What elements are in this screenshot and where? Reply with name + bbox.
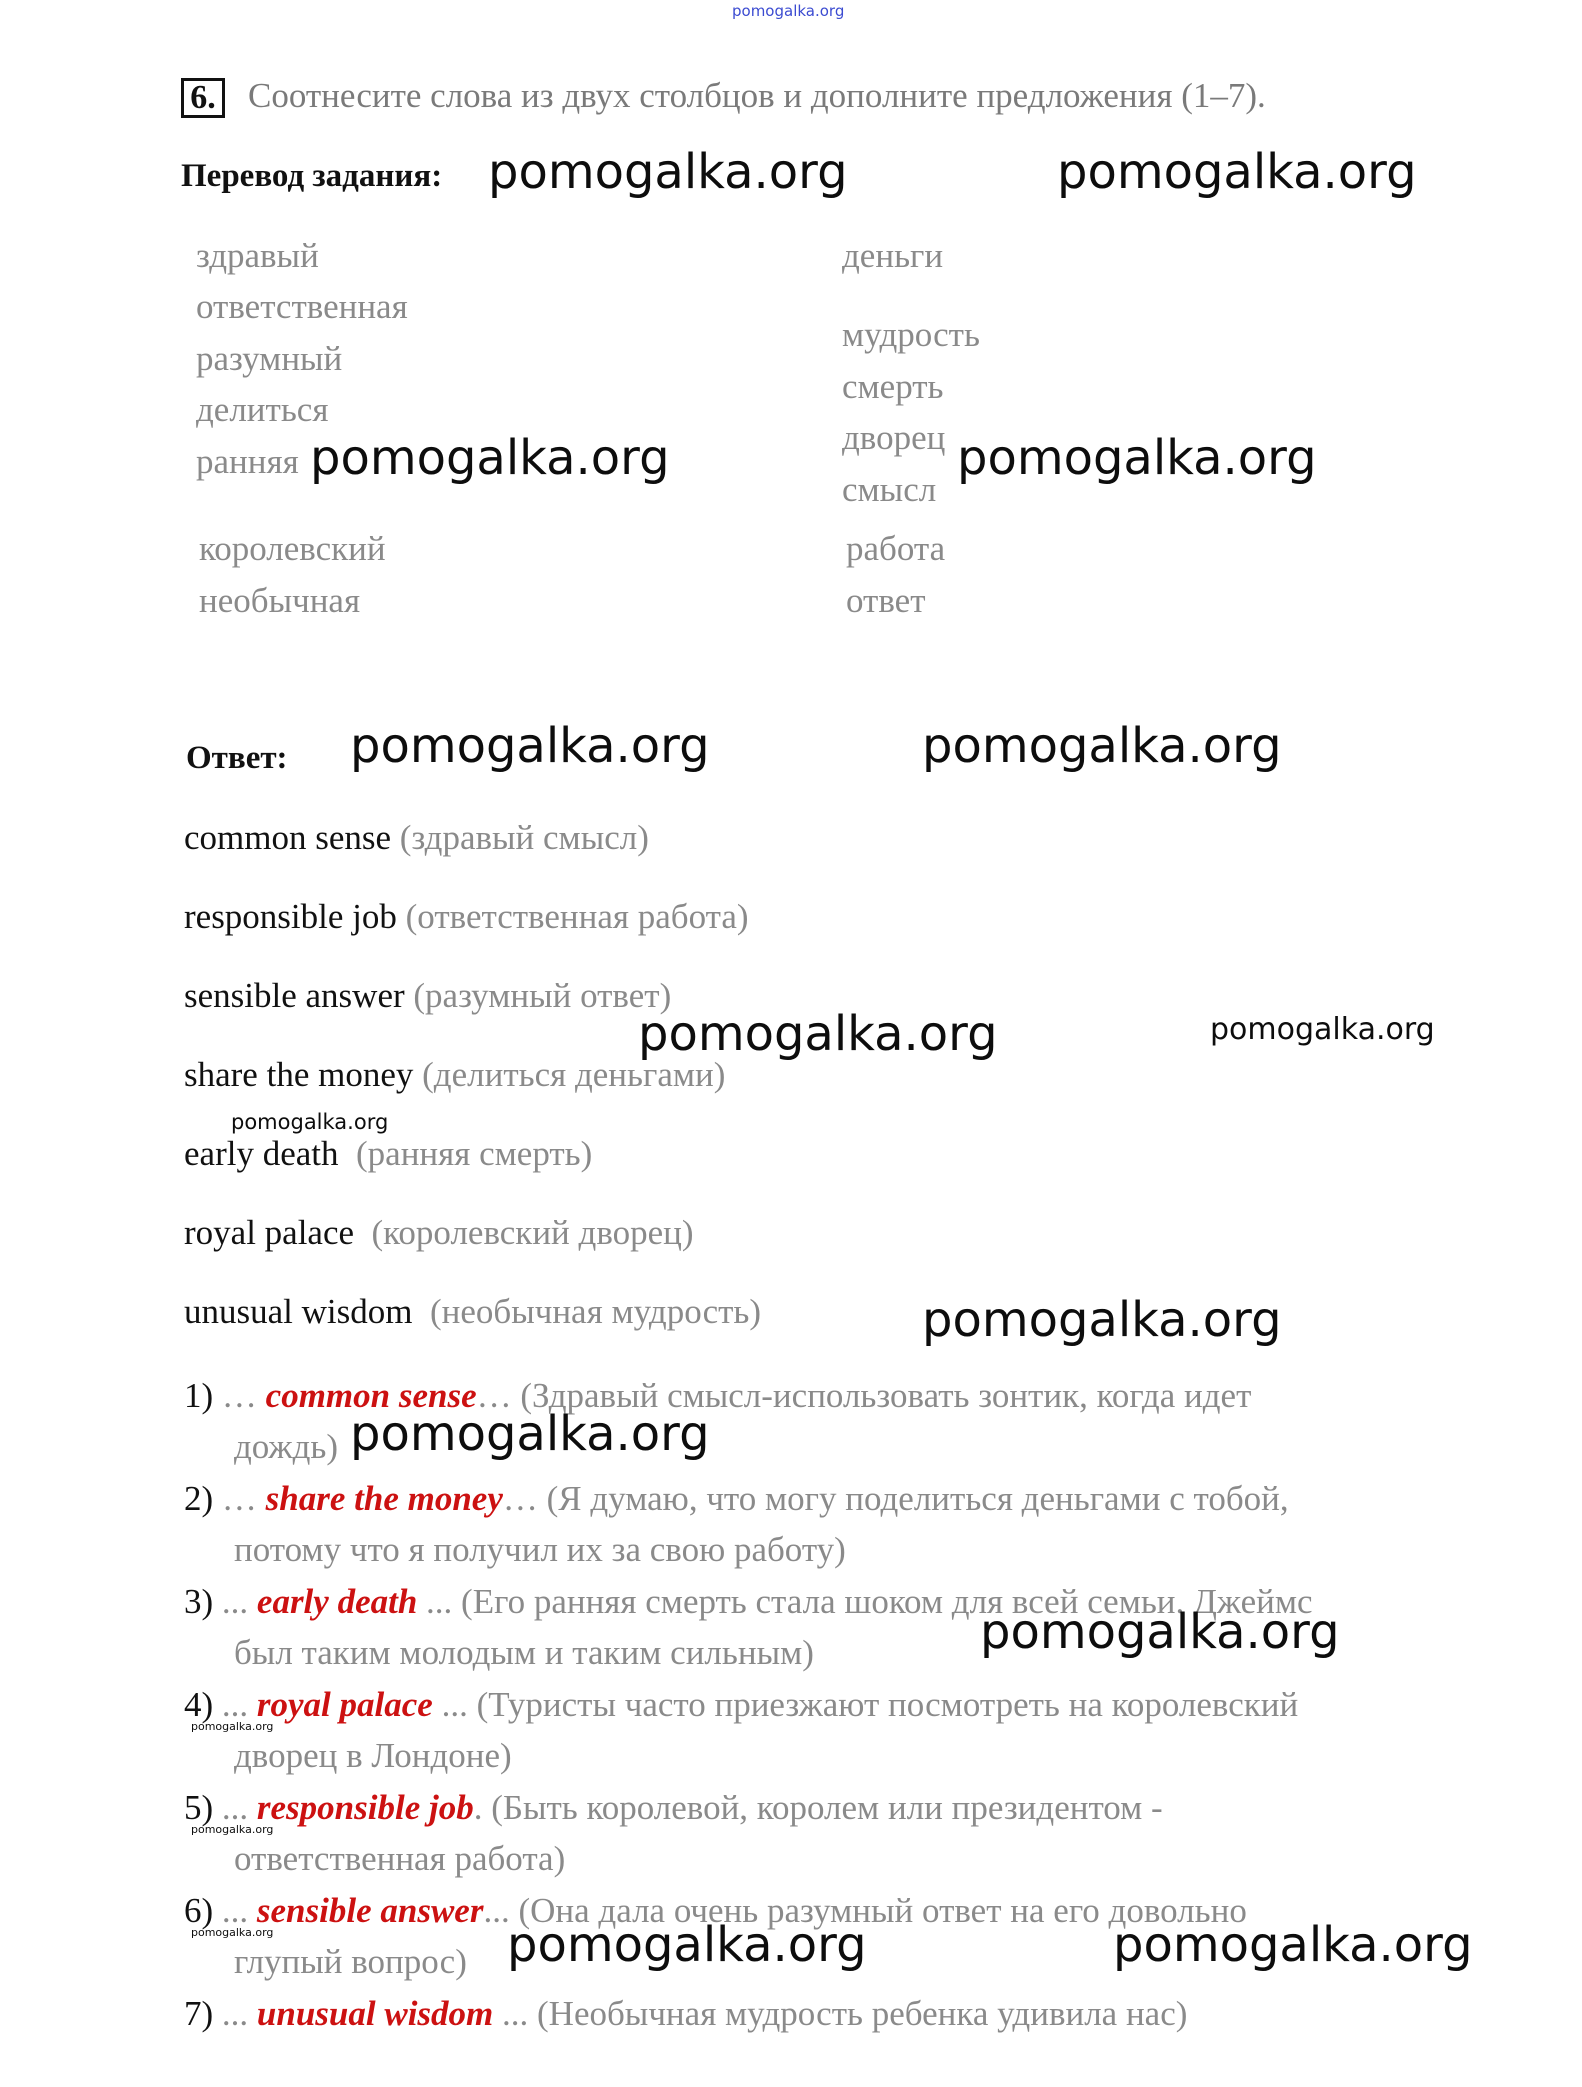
- pair-en: share the money: [184, 1055, 414, 1094]
- sentence-line2: был таким молодым и таким сильным): [234, 1633, 814, 1672]
- pair-en: early death: [184, 1134, 339, 1173]
- sentence-number: 6): [184, 1891, 214, 1930]
- sentence-item: [184, 1988, 1187, 2039]
- watermark: pomogalka.org: [507, 1917, 867, 1973]
- sentence-prefix: ...: [221, 1994, 257, 2033]
- right-word: дворец: [842, 418, 946, 457]
- pair-item: [184, 1134, 592, 1174]
- left-word: ранняя: [196, 442, 299, 481]
- sentence-text: ... (Она дала очень разумный ответ на его довольно: [483, 1891, 1247, 1930]
- right-word: смерть: [842, 367, 944, 406]
- right-word: деньги: [842, 236, 944, 275]
- pair-en: royal palace: [184, 1213, 355, 1252]
- pair-en: sensible answer: [184, 976, 405, 1015]
- pair-item: [184, 976, 671, 1016]
- watermark: pomogalka.org: [310, 430, 670, 486]
- left-word: делиться: [196, 390, 329, 429]
- sentence-answer: responsible job: [256, 1788, 474, 1827]
- right-word: смысл: [842, 470, 937, 509]
- watermark: pomogalka.org: [488, 144, 848, 200]
- watermark: pomogalka.org: [638, 1006, 998, 1062]
- top-watermark: pomogalka.org: [732, 2, 845, 20]
- watermark: pomogalka.org: [191, 1926, 274, 1939]
- sentence-answer: unusual wisdom: [256, 1994, 494, 2033]
- sentence-text: … (Я думаю, что могу поделиться деньгами с тобой,: [502, 1479, 1289, 1518]
- sentence-answer: royal palace: [256, 1685, 433, 1724]
- sentence-number: 2): [184, 1479, 214, 1518]
- sentence-prefix: ...: [221, 1788, 257, 1827]
- right-word: работа: [846, 529, 946, 568]
- sentence-answer: sensible answer: [256, 1891, 484, 1930]
- watermark: pomogalka.org: [1113, 1917, 1473, 1973]
- left-word: королевский: [199, 529, 386, 568]
- watermark: pomogalka.org: [980, 1604, 1340, 1660]
- watermark: pomogalka.org: [1057, 144, 1417, 200]
- sentence-prefix: …: [221, 1376, 266, 1415]
- pair-en: common sense: [184, 818, 392, 857]
- pair-en: responsible job: [184, 897, 397, 936]
- pair-ru: (делиться деньгами): [422, 1055, 726, 1094]
- left-word: ответственная: [196, 287, 408, 326]
- pair-ru: (королевский дворец): [371, 1213, 694, 1252]
- right-word: ответ: [846, 581, 926, 620]
- sentence-number: 1): [184, 1376, 214, 1415]
- sentence-item: [184, 1679, 1298, 1781]
- left-word: разумный: [196, 339, 343, 378]
- pair-item: [184, 1213, 694, 1253]
- sentence-text: ... (Туристы часто приезжают посмотреть на королевский: [432, 1685, 1299, 1724]
- sentence-number: 4): [184, 1685, 214, 1724]
- watermark: pomogalka.org: [231, 1110, 389, 1134]
- watermark: pomogalka.org: [191, 1823, 274, 1836]
- sentence-prefix: ...: [221, 1685, 257, 1724]
- sentence-number: 5): [184, 1788, 214, 1827]
- watermark: pomogalka.org: [350, 718, 710, 774]
- sentence-item: [184, 1370, 1251, 1472]
- sentence-text: … (Здравый смысл-использовать зонтик, когда идет: [476, 1376, 1252, 1415]
- translation-heading: Перевод задания:: [181, 158, 443, 194]
- watermark: pomogalka.org: [1210, 1012, 1435, 1047]
- right-word: мудрость: [842, 315, 980, 354]
- sentence-text: . (Быть королевой, королем или президентом -: [473, 1788, 1163, 1827]
- pair-ru: (ранняя смерть): [356, 1134, 593, 1173]
- sentence-answer: early death: [256, 1582, 418, 1621]
- pair-ru: (разумный ответ): [413, 976, 672, 1015]
- answer-heading: Ответ:: [186, 740, 288, 776]
- sentence-answer: common sense: [265, 1376, 477, 1415]
- pair-ru: (ответственная работа): [405, 897, 749, 936]
- watermark: pomogalka.org: [191, 1720, 274, 1733]
- sentence-line2: дождь): [234, 1427, 339, 1466]
- sentence-prefix: …: [221, 1479, 266, 1518]
- sentence-prefix: ...: [221, 1582, 257, 1621]
- sentence-item: [184, 1473, 1289, 1575]
- pair-ru: (здравый смысл): [399, 818, 649, 857]
- pair-item: [184, 897, 749, 937]
- sentence-answer: share the money: [265, 1479, 503, 1518]
- watermark: pomogalka.org: [350, 1406, 710, 1462]
- watermark: pomogalka.org: [957, 430, 1317, 486]
- left-word: необычная: [199, 581, 361, 620]
- task-instruction: Соотнесите слова из двух столбцов и дополните предложения (1–7).: [248, 76, 1266, 115]
- sentence-line2: дворец в Лондоне): [234, 1736, 512, 1775]
- pair-item: [184, 818, 649, 858]
- watermark: pomogalka.org: [922, 1292, 1282, 1348]
- pair-item: [184, 1292, 761, 1332]
- sentence-line2: ответственная работа): [234, 1839, 566, 1878]
- sentence-text: ... (Его ранняя смерть стала шоком для всей семьи. Джеймс: [417, 1582, 1313, 1621]
- pair-en: unusual wisdom: [184, 1292, 413, 1331]
- sentence-text: ... (Необычная мудрость ребенка удивила нас): [493, 1994, 1188, 2033]
- watermark: pomogalka.org: [922, 718, 1282, 774]
- sentence-number: 7): [184, 1994, 214, 2033]
- task-number: 6.: [181, 78, 225, 118]
- sentence-prefix: ...: [221, 1891, 257, 1930]
- sentence-line2: потому что я получил их за свою работу): [234, 1530, 846, 1569]
- sentence-number: 3): [184, 1582, 214, 1621]
- pair-ru: (необычная мудрость): [429, 1292, 762, 1331]
- sentence-line2: глупый вопрос): [234, 1942, 467, 1981]
- left-word: здравый: [196, 236, 319, 275]
- sentence-item: [184, 1782, 1163, 1884]
